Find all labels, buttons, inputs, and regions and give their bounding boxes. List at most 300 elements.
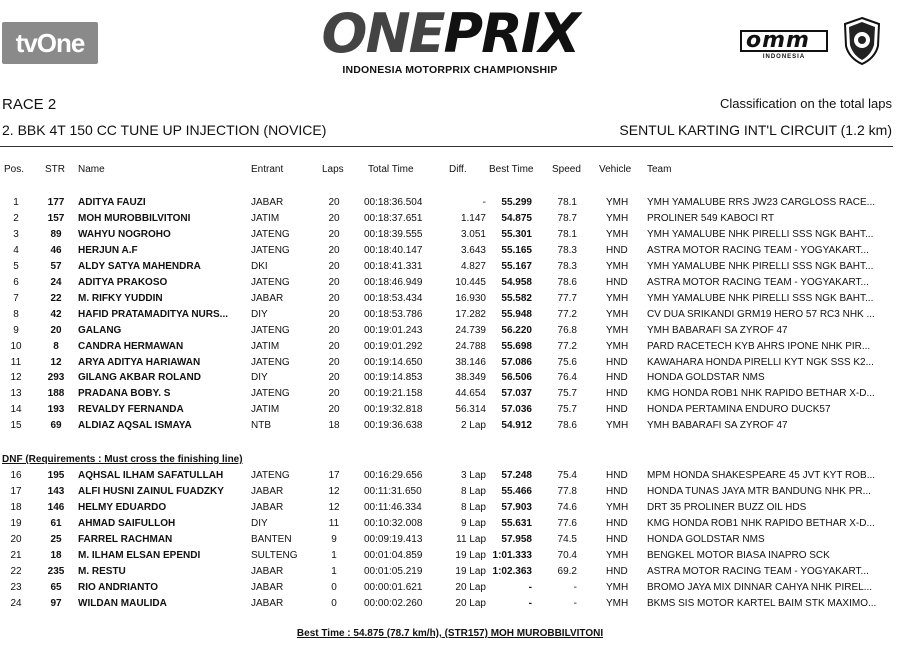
cell-str: 157 xyxy=(47,212,65,224)
cell-str: 188 xyxy=(47,388,65,400)
cell-diff: 19 Lap xyxy=(455,549,486,561)
cell-str: 61 xyxy=(50,517,62,529)
cell-best-time: 54.958 xyxy=(501,276,532,288)
cell-entrant: JATIM xyxy=(251,404,280,416)
col-name: Name xyxy=(78,164,105,175)
cell-pos: 13 xyxy=(10,388,22,400)
cell-str: 8 xyxy=(53,340,59,352)
cell-entrant: JABAR xyxy=(251,597,284,609)
cell-laps: 20 xyxy=(328,356,340,368)
cell-speed: 78.1 xyxy=(557,197,577,208)
cell-entrant: DIY xyxy=(251,517,268,529)
table-row xyxy=(0,582,900,598)
cell-pos: 7 xyxy=(13,292,19,304)
cell-entrant: JABAR xyxy=(251,292,284,304)
cell-laps: 20 xyxy=(328,292,340,304)
cell-best-time: 54.875 xyxy=(501,212,532,224)
table-row xyxy=(0,293,900,309)
cell-total-time: 00:18:40.147 xyxy=(364,244,423,256)
cell-vehicle: YMH xyxy=(606,308,629,320)
cell-vehicle: HND xyxy=(606,244,628,256)
cell-str: 69 xyxy=(50,420,62,432)
cell-total-time: 00:19:32.818 xyxy=(364,404,423,416)
cell-team: ASTRA MOTOR RACING TEAM - YOGYAKART... xyxy=(647,276,869,288)
cell-str: 293 xyxy=(47,372,65,384)
cell-total-time: 00:18:53.434 xyxy=(364,292,423,304)
table-row xyxy=(0,341,900,357)
cell-total-time: 00:19:36.638 xyxy=(364,420,423,432)
cell-total-time: 00:01:05.219 xyxy=(364,565,423,577)
cell-diff: 56.314 xyxy=(455,404,486,416)
cell-str: 97 xyxy=(50,597,62,609)
cell-best-time: 56.220 xyxy=(501,324,532,336)
cell-str: 57 xyxy=(50,260,62,272)
cell-speed: 77.8 xyxy=(557,485,577,497)
cell-name: ALDIAZ AQSAL ISMAYA xyxy=(78,420,192,432)
col-total-time: Total Time xyxy=(368,164,414,175)
cell-laps: 17 xyxy=(328,470,340,481)
cell-str: 235 xyxy=(47,565,65,577)
table-row xyxy=(0,502,900,518)
classification-label: Classification on the total laps xyxy=(720,96,892,111)
cell-best-time: 57.903 xyxy=(501,501,532,513)
cell-laps: 20 xyxy=(328,340,340,352)
cell-total-time: 00:18:41.331 xyxy=(364,260,423,272)
brand-subtitle: INDONESIA MOTORPRIX CHAMPIONSHIP xyxy=(342,64,558,76)
cell-speed: 70.4 xyxy=(557,549,577,561)
cell-total-time: 00:01:04.859 xyxy=(364,549,423,561)
cell-vehicle: HND xyxy=(606,356,628,368)
cell-name: RIO ANDRIANTO xyxy=(78,581,158,593)
cell-entrant: JABAR xyxy=(251,501,284,513)
cell-str: 89 xyxy=(50,228,62,240)
cell-laps: 9 xyxy=(331,533,337,545)
col-team: Team xyxy=(647,164,672,175)
table-row xyxy=(0,534,900,550)
cell-pos: 9 xyxy=(13,324,19,336)
cell-vehicle: HND xyxy=(606,388,628,400)
cell-best-time: 57.036 xyxy=(501,404,532,416)
cell-name: PRADANA BOBY. S xyxy=(78,388,171,400)
cell-entrant: JATENG xyxy=(251,388,290,400)
cell-entrant: JATENG xyxy=(251,356,290,368)
cell-speed: 76.8 xyxy=(557,324,577,336)
cell-vehicle: YMH xyxy=(606,212,629,224)
cell-best-time: 56.506 xyxy=(501,372,532,384)
cell-str: 146 xyxy=(47,501,65,513)
cell-speed: 76.4 xyxy=(557,372,577,384)
cell-vehicle: YMH xyxy=(606,228,629,240)
cell-laps: 20 xyxy=(328,244,340,256)
table-row xyxy=(0,277,900,293)
col-vehicle: Vehicle xyxy=(599,164,632,175)
cell-diff: 38.146 xyxy=(455,356,486,368)
cell-best-time: 55.948 xyxy=(501,308,532,320)
cell-str: 177 xyxy=(47,197,65,208)
cell-entrant: JATENG xyxy=(251,276,290,288)
cell-laps: 11 xyxy=(328,517,340,529)
cell-speed: 78.6 xyxy=(557,276,577,288)
cell-pos: 11 xyxy=(10,356,22,368)
cell-best-time: 55.299 xyxy=(501,197,532,208)
col-speed: Speed xyxy=(552,164,581,175)
cell-vehicle: HND xyxy=(606,517,628,529)
cell-entrant: JATIM xyxy=(251,212,280,224)
cell-diff: 20 Lap xyxy=(455,581,486,593)
omm-logo xyxy=(740,30,828,60)
circuit-name: SENTUL KARTING INT'L CIRCUIT (1.2 km) xyxy=(619,122,892,138)
cell-pos: 6 xyxy=(13,276,19,288)
cell-entrant: DIY xyxy=(251,372,268,384)
col-diff: Diff. xyxy=(449,164,467,175)
cell-best-time: 57.958 xyxy=(501,533,532,545)
cell-best-time: - xyxy=(528,581,532,593)
oneprix-logo xyxy=(250,2,650,76)
cell-vehicle: HND xyxy=(606,485,628,497)
cell-entrant: DIY xyxy=(251,308,268,320)
cell-laps: 18 xyxy=(328,420,340,432)
cell-vehicle: YMH xyxy=(606,340,629,352)
cell-entrant: DKI xyxy=(251,260,268,272)
cell-diff: 44.654 xyxy=(455,388,486,400)
cell-speed: 77.2 xyxy=(557,340,577,352)
cell-speed: 69.2 xyxy=(557,565,577,577)
table-row xyxy=(0,598,900,614)
table-row xyxy=(0,518,900,534)
cell-pos: 20 xyxy=(10,533,22,545)
cell-speed: - xyxy=(573,597,577,609)
cell-vehicle: YMH xyxy=(606,420,629,432)
cell-name: HAFID PRATAMADITYA NURS... xyxy=(78,308,228,320)
col-entrant: Entrant xyxy=(251,164,284,175)
cell-team: CV DUA SRIKANDI GRM19 HERO 57 RC3 NHK ... xyxy=(647,308,875,320)
cell-best-time: 57.086 xyxy=(501,356,532,368)
cell-speed: - xyxy=(573,581,577,593)
cell-vehicle: HND xyxy=(606,470,628,481)
table-header xyxy=(0,164,900,178)
cell-best-time: 55.167 xyxy=(501,260,532,272)
cell-diff: 3 Lap xyxy=(460,470,486,481)
cell-entrant: NTB xyxy=(251,420,271,432)
cell-laps: 20 xyxy=(328,388,340,400)
cell-pos: 15 xyxy=(10,420,22,432)
cell-name: HERJUN A.F xyxy=(78,244,138,256)
cell-speed: 75.7 xyxy=(557,404,577,416)
cell-diff: 8 Lap xyxy=(460,485,486,497)
table-row xyxy=(0,261,900,277)
cell-speed: 77.6 xyxy=(557,517,577,529)
cell-team: MPM HONDA SHAKESPEARE 45 JVT KYT ROB... xyxy=(647,470,876,481)
cell-entrant: JATENG xyxy=(251,470,290,481)
cell-best-time: 55.165 xyxy=(501,244,532,256)
cell-speed: 78.3 xyxy=(557,260,577,272)
cell-total-time: 00:18:53.786 xyxy=(364,308,423,320)
cell-speed: 75.6 xyxy=(557,356,577,368)
brand-one: ONE xyxy=(321,2,444,65)
cell-total-time: 00:18:46.949 xyxy=(364,276,423,288)
cell-str: 18 xyxy=(50,549,62,561)
cell-laps: 12 xyxy=(328,501,340,513)
cell-best-time: 57.248 xyxy=(501,470,532,481)
col-best-time: Best Time xyxy=(489,164,534,175)
table-row xyxy=(0,357,900,373)
cell-name: WILDAN MAULIDA xyxy=(78,597,167,609)
cell-str: 20 xyxy=(50,324,62,336)
cell-vehicle: HND xyxy=(606,533,628,545)
cell-team: HONDA PERTAMINA ENDURO DUCK57 xyxy=(647,404,831,416)
cell-str: 25 xyxy=(50,533,62,545)
cell-diff: - xyxy=(482,197,486,208)
race-title: RACE 2 xyxy=(2,96,57,113)
cell-entrant: JATENG xyxy=(251,228,290,240)
cell-name: GALANG xyxy=(78,324,122,336)
cell-total-time: 00:00:01.621 xyxy=(364,581,423,593)
cell-team: HONDA TUNAS JAYA MTR BANDUNG NHK PR... xyxy=(647,485,871,497)
cell-speed: 75.7 xyxy=(557,388,577,400)
cell-entrant: JATIM xyxy=(251,340,280,352)
cell-diff: 3.643 xyxy=(460,244,486,256)
cell-str: 22 xyxy=(50,292,62,304)
cell-laps: 20 xyxy=(328,228,340,240)
cell-name: MOH MUROBBILVITONI xyxy=(78,212,191,224)
cell-name: ADITYA FAUZI xyxy=(78,197,146,208)
cell-name: GILANG AKBAR ROLAND xyxy=(78,372,201,384)
cell-pos: 1 xyxy=(13,197,19,208)
cell-team: KMG HONDA ROB1 NHK RAPIDO BETHAR X-D... xyxy=(647,388,875,400)
cell-entrant: SULTENG xyxy=(251,549,298,561)
cell-speed: 78.6 xyxy=(557,420,577,432)
cell-pos: 12 xyxy=(10,372,22,384)
cell-name: WAHYU NOGROHO xyxy=(78,228,171,240)
cell-team: KAWAHARA HONDA PIRELLI KYT NGK SSS K2... xyxy=(647,356,874,368)
cell-str: 193 xyxy=(47,404,65,416)
cell-laps: 1 xyxy=(331,565,337,577)
cell-best-time: 55.631 xyxy=(501,517,532,529)
col-str: STR xyxy=(45,164,65,175)
cell-vehicle: YMH xyxy=(606,292,629,304)
shield-emblem-icon xyxy=(842,16,882,66)
cell-vehicle: HND xyxy=(606,565,628,577)
cell-best-time: 55.698 xyxy=(501,340,532,352)
header-divider xyxy=(0,146,893,147)
cell-pos: 18 xyxy=(10,501,22,513)
cell-name: ARYA ADITYA HARIAWAN xyxy=(78,356,201,368)
cell-total-time: 00:18:39.555 xyxy=(364,228,423,240)
table-row xyxy=(0,388,900,404)
cell-pos: 21 xyxy=(10,549,22,561)
cell-laps: 20 xyxy=(328,276,340,288)
cell-name: REVALDY FERNANDA xyxy=(78,404,184,416)
cell-laps: 20 xyxy=(328,308,340,320)
cell-name: M. ILHAM ELSAN EPENDI xyxy=(78,549,201,561)
cell-team: YMH BABARAFI SA ZYROF 47 xyxy=(647,324,788,336)
cell-best-time: 55.582 xyxy=(501,292,532,304)
cell-pos: 19 xyxy=(10,517,22,529)
cell-str: 195 xyxy=(47,470,65,481)
cell-diff: 1.147 xyxy=(460,212,486,224)
cell-name: M. RIFKY YUDDIN xyxy=(78,292,163,304)
table-row xyxy=(0,550,900,566)
cell-diff: 8 Lap xyxy=(460,501,486,513)
cell-name: CANDRA HERMAWAN xyxy=(78,340,184,352)
omm-mark: omm xyxy=(740,30,828,52)
cell-pos: 22 xyxy=(10,565,22,577)
cell-total-time: 00:11:31.650 xyxy=(364,485,422,497)
cell-total-time: 00:19:14.853 xyxy=(364,372,423,384)
cell-name: M. RESTU xyxy=(78,565,126,577)
cell-pos: 17 xyxy=(10,485,22,497)
cell-entrant: JABAR xyxy=(251,197,284,208)
cell-diff: 19 Lap xyxy=(455,565,486,577)
cell-team: PARD RACETECH KYB AHRS IPONE NHK PIR... xyxy=(647,340,871,352)
cell-speed: 77.2 xyxy=(557,308,577,320)
table-row xyxy=(0,372,900,388)
cell-team: HONDA GOLDSTAR NMS xyxy=(647,533,765,545)
cell-speed: 78.7 xyxy=(557,212,577,224)
cell-pos: 24 xyxy=(10,597,22,609)
cell-laps: 12 xyxy=(328,485,340,497)
cell-laps: 20 xyxy=(328,324,340,336)
cell-total-time: 00:09:19.413 xyxy=(364,533,423,545)
cell-best-time: - xyxy=(528,597,532,609)
cell-diff: 9 Lap xyxy=(460,517,486,529)
cell-best-time: 55.466 xyxy=(501,485,532,497)
table-row xyxy=(0,420,900,436)
cell-diff: 3.051 xyxy=(460,228,486,240)
cell-name: AHMAD SAIFULLOH xyxy=(78,517,176,529)
table-row xyxy=(0,404,900,420)
cell-entrant: BANTEN xyxy=(251,533,292,545)
cell-laps: 20 xyxy=(328,197,340,208)
cell-team: HONDA GOLDSTAR NMS xyxy=(647,372,765,384)
cell-speed: 74.6 xyxy=(557,501,577,513)
cell-speed: 74.5 xyxy=(557,533,577,545)
cell-vehicle: HND xyxy=(606,404,628,416)
cell-vehicle: YMH xyxy=(606,324,629,336)
cell-total-time: 00:16:29.656 xyxy=(364,470,423,481)
col-laps: Laps xyxy=(322,164,344,175)
cell-laps: 20 xyxy=(328,372,340,384)
cell-team: YMH YAMALUBE NHK PIRELLI SSS NGK BAHT... xyxy=(647,292,874,304)
table-row xyxy=(0,470,900,486)
col-pos: Pos. xyxy=(4,164,25,175)
cell-name: HELMY EDUARDO xyxy=(78,501,167,513)
table-row xyxy=(0,213,900,229)
cell-team: BKMS SIS MOTOR KARTEL BAIM STK MAXIMO... xyxy=(647,597,877,609)
cell-entrant: JABAR xyxy=(251,581,284,593)
cell-total-time: 00:11:46.334 xyxy=(364,501,422,513)
cell-diff: 2 Lap xyxy=(460,420,486,432)
cell-pos: 10 xyxy=(10,340,22,352)
cell-laps: 20 xyxy=(328,404,340,416)
cell-diff: 24.788 xyxy=(455,340,486,352)
cell-best-time: 55.301 xyxy=(501,228,532,240)
dnf-label: DNF (Requirements : Must cross the finishing line) xyxy=(2,454,243,465)
cell-name: ALDY SATYA MAHENDRA xyxy=(78,260,201,272)
cell-diff: 38.349 xyxy=(455,372,486,384)
cell-speed: 78.1 xyxy=(557,228,577,240)
cell-vehicle: HND xyxy=(606,276,628,288)
cell-diff: 11 Lap xyxy=(456,533,486,545)
cell-pos: 14 xyxy=(10,404,22,416)
cell-name: ADITYA PRAKOSO xyxy=(78,276,168,288)
cell-team: ASTRA MOTOR RACING TEAM - YOGYAKART... xyxy=(647,565,869,577)
cell-str: 42 xyxy=(50,308,62,320)
cell-name: AQHSAL ILHAM SAFATULLAH xyxy=(78,470,224,481)
cell-diff: 24.739 xyxy=(455,324,486,336)
cell-vehicle: YMH xyxy=(606,197,629,208)
cell-pos: 3 xyxy=(13,228,19,240)
cell-team: BENGKEL MOTOR BIASA INAPRO SCK xyxy=(647,549,830,561)
cell-total-time: 00:00:02.260 xyxy=(364,597,423,609)
cell-speed: 75.4 xyxy=(557,470,577,481)
cell-team: DRT 35 PROLINER BUZZ OIL HDS xyxy=(647,501,807,513)
cell-laps: 0 xyxy=(331,597,337,609)
cell-team: KMG HONDA ROB1 NHK RAPIDO BETHAR X-D... xyxy=(647,517,875,529)
cell-laps: 0 xyxy=(331,581,337,593)
cell-team: YMH YAMALUBE NHK PIRELLI SSS NGK BAHT... xyxy=(647,260,874,272)
cell-pos: 8 xyxy=(13,308,19,320)
cell-team: BROMO JAYA MIX DINNAR CAHYA NHK PIREL... xyxy=(647,581,873,593)
cell-diff: 17.282 xyxy=(455,308,486,320)
cell-total-time: 00:19:21.158 xyxy=(364,388,423,400)
cell-diff: 4.827 xyxy=(460,260,486,272)
cell-name: ALFI HUSNI ZAINUL FUADZKY xyxy=(78,485,224,497)
cell-total-time: 00:18:37.651 xyxy=(364,212,423,224)
best-time-footer: Best Time : 54.875 (78.7 km/h), (STR157) MOH MUROBBILVITONI xyxy=(296,628,604,639)
cell-str: 143 xyxy=(47,485,65,497)
cell-best-time: 1:02.363 xyxy=(492,565,532,577)
cell-name: FARREL RACHMAN xyxy=(78,533,173,545)
cell-total-time: 00:19:01.292 xyxy=(364,340,423,352)
cell-diff: 16.930 xyxy=(455,292,486,304)
brand-prix: PRIX xyxy=(443,2,579,65)
cell-team: YMH YAMALUBE NHK PIRELLI SSS NGK BAHT... xyxy=(647,228,874,240)
cell-str: 24 xyxy=(50,276,62,288)
cell-vehicle: YMH xyxy=(606,597,629,609)
cell-pos: 4 xyxy=(13,244,19,256)
cell-total-time: 00:19:01.243 xyxy=(364,324,423,336)
cell-pos: 5 xyxy=(13,260,19,272)
table-row xyxy=(0,325,900,341)
race-category: 2. BBK 4T 150 CC TUNE UP INJECTION (NOVICE) xyxy=(2,122,327,138)
cell-best-time: 54.912 xyxy=(501,420,532,432)
cell-diff: 10.445 xyxy=(455,276,486,288)
cell-vehicle: YMH xyxy=(606,549,629,561)
cell-team: YMH BABARAFI SA ZYROF 47 xyxy=(647,420,788,432)
cell-vehicle: YMH xyxy=(606,581,629,593)
table-row xyxy=(0,229,900,245)
cell-laps: 1 xyxy=(331,549,337,561)
cell-vehicle: YMH xyxy=(606,501,629,513)
cell-str: 65 xyxy=(50,581,62,593)
cell-team: PROLINER 549 KABOCI RT xyxy=(647,212,775,224)
cell-best-time: 1:01.333 xyxy=(492,549,532,561)
cell-diff: 20 Lap xyxy=(455,597,486,609)
cell-entrant: JATENG xyxy=(251,324,290,336)
cell-laps: 20 xyxy=(328,260,340,272)
cell-pos: 23 xyxy=(10,581,22,593)
cell-laps: 20 xyxy=(328,212,340,224)
table-row xyxy=(0,486,900,502)
table-row xyxy=(0,309,900,325)
cell-total-time: 00:19:14.650 xyxy=(364,356,423,368)
cell-pos: 2 xyxy=(13,212,19,224)
cell-vehicle: HND xyxy=(606,372,628,384)
table-row xyxy=(0,197,900,213)
cell-vehicle: YMH xyxy=(606,260,629,272)
cell-best-time: 57.037 xyxy=(501,388,532,400)
